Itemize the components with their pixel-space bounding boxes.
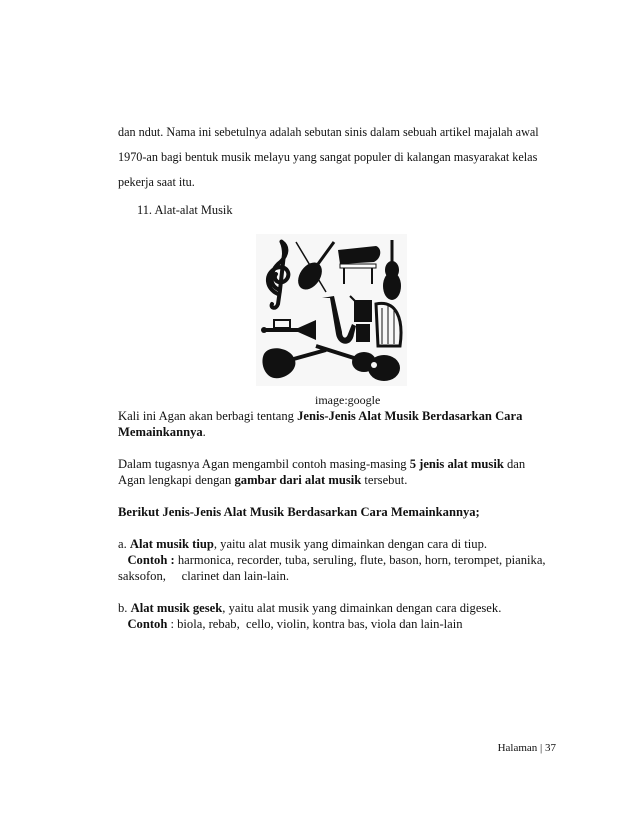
subheading-text: Berikut Jenis-Jenis Alat Musik Berdasarkan Cara Memainkannya; [118,505,480,519]
item-prefix: b. [118,601,131,615]
contoh-label: Contoh : [127,553,175,567]
intro2-bold: 5 jenis alat musik [409,457,504,471]
harp-icon [376,303,401,346]
electric-guitar-icon [262,348,326,378]
intro-text: . [202,425,206,439]
item-a-contoh [118,552,568,568]
musical-instruments-image [256,234,407,386]
intro-paragraph [118,408,568,424]
intro-text: Kali ini Agan akan berbagi tentang [118,409,298,423]
intro2-text: tersebut. [361,473,408,487]
intro-bold: Memainkannya [118,425,203,439]
section-heading [137,203,233,218]
intro2-text: Dalam tugasnya Agan mengambil contoh masing-masing [118,457,410,471]
intro2-text: dan [503,457,526,471]
footer-separator: | [540,742,543,754]
contoh-text: harmonica, recorder, tuba, seruling, flute, bason, horn, terompet, pianika, [174,553,546,567]
item-a-title [118,536,568,552]
acoustic-guitar-icon [316,346,400,381]
trumpet-icon [261,320,316,340]
intro2-paragraph-cont [118,472,568,488]
grand-piano-icon [338,246,380,284]
intro2-text: Agan lengkapi dengan [118,473,235,487]
item-a-contoh-cont [118,568,568,584]
section-number: 11. [137,203,153,217]
item-text: , yaitu alat musik yang dimainkan dengan cara digesek. [222,601,502,615]
page-footer [498,742,556,754]
article-body [118,408,568,632]
paragraph-line: dan ndut. Nama ini sebetulnya adalah sebutan sinis dalam sebuah artikel majalah awal [118,125,539,139]
paragraph-line: pekerja saat itu. [118,175,195,189]
item-text: , yaitu alat musik yang dimainkan dengan cara di tiup. [213,537,488,551]
intro2-paragraph [118,456,568,472]
intro-paragraph-cont [118,424,568,440]
item-prefix: a. [118,537,130,551]
instruments-illustration [256,234,407,386]
contoh-text: : biola, rebab, cello, violin, kontra bas, viola dan lain-lain [167,617,463,631]
contoh-label: Contoh [127,617,168,631]
section-title: Alat-alat Musik [154,203,233,217]
paragraph-line: 1970-an bagi bentuk musik melayu yang sangat populer di kalangan masyarakat kelas [118,150,538,164]
violin-icon [293,242,334,294]
contoh-text: saksofon, clarinet dan lain-lain. [118,569,290,583]
treble-clef-icon [268,242,288,308]
page-number: 37 [545,742,556,754]
intro2-bold: gambar dari alat musik [234,473,362,487]
image-caption: image:google [315,393,381,407]
saxophone-icon [322,296,356,344]
item-b-title [118,600,568,616]
item-bold: Alat musik tiup [129,537,214,551]
paragraph-continuation [118,120,558,195]
intro-bold: Jenis-Jenis Alat Musik Berdasarkan Cara [297,409,523,423]
cello-icon [383,240,401,300]
item-b-contoh [118,616,568,632]
subheading [118,504,568,520]
item-bold: Alat musik gesek [130,601,223,615]
footer-label: Halaman [497,742,538,754]
